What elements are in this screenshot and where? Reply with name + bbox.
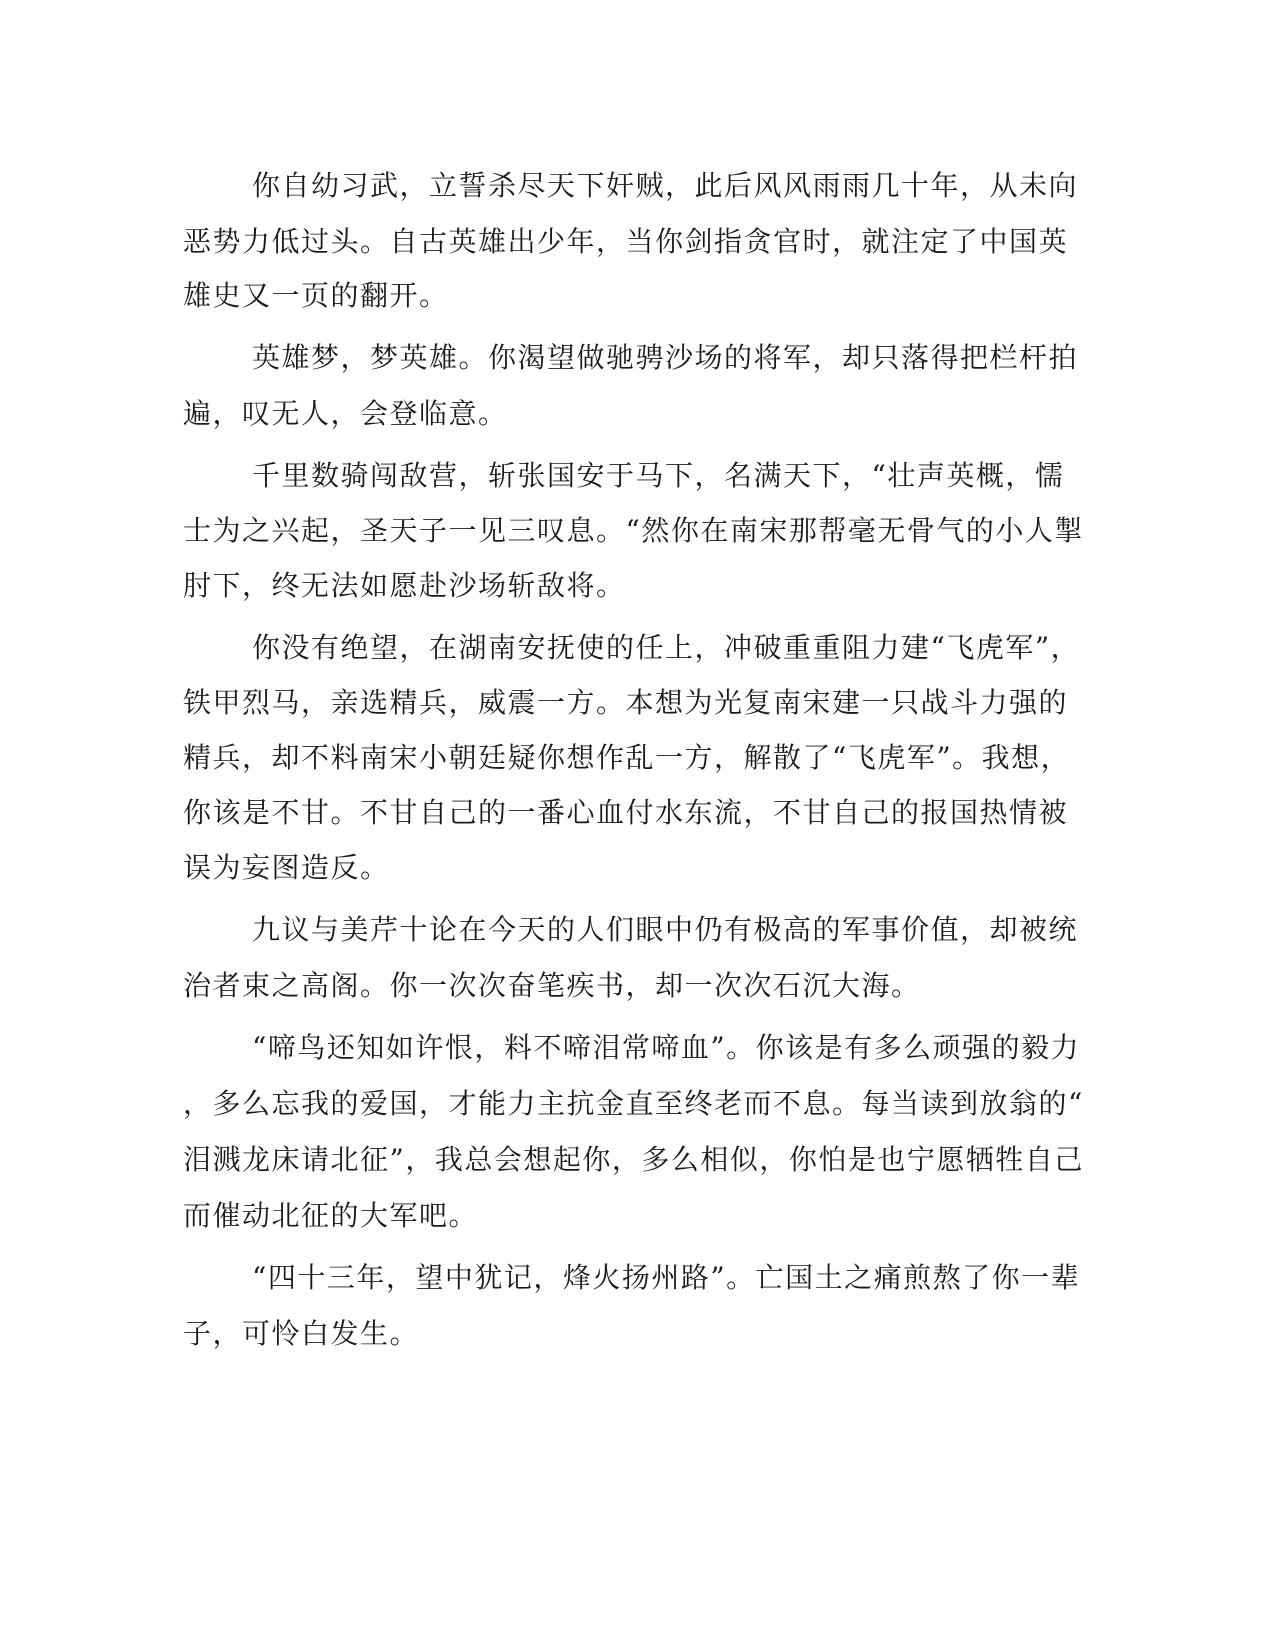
text-line: 你该是不甘。不甘自己的一番心血付水东流，不甘自己的报国热情被 [183, 796, 1069, 829]
text-line: ，多么忘我的爱国，才能力主抗金直至终老而不息。每当读到放翁的“ [183, 1087, 1084, 1120]
text-line: 铁甲烈马，亲选精兵，威震一方。本想为光复南宋建一只战斗力强的 [183, 686, 1069, 719]
text-line: 而催动北征的大军吧。 [183, 1199, 479, 1232]
text-line: 九议与美芹十论在今天的人们眼中仍有极高的军事价值，却被统 [252, 913, 1079, 946]
text-line: “四十三年，望中犹记，烽火扬州路”。亡国土之痛煎熬了你一辈 [252, 1261, 1081, 1294]
text-line: 精兵，却不料南宋小朝廷疑你想作乱一方，解散了“飞虎军”。我想， [183, 741, 1071, 774]
text-line: 泪溅龙床请北征”，我总会想起你，多么相似，你怕是也宁愿牺牲自己 [183, 1143, 1084, 1176]
text-line: 治者束之高阁。你一次次奋笔疾书，却一次次石沉大海。 [183, 969, 921, 1002]
text-line: 误为妄图造反。 [183, 851, 390, 884]
text-line: 英雄梦，梦英雄。你渴望做驰骋沙场的将军，却只落得把栏杆拍 [252, 341, 1079, 374]
text-line: 肘下，终无法如愿赴沙场斩敌将。 [183, 569, 626, 602]
text-line: 遍，叹无人，会登临意。 [183, 397, 508, 430]
text-line: 子，可怜白发生。 [183, 1317, 420, 1350]
text-line: 你自幼习武，立誓杀尽天下奸贼，此后风风雨雨几十年，从未向 [252, 169, 1079, 202]
text-line: 雄史又一页的翻开。 [183, 279, 449, 312]
text-line: 士为之兴起，圣天子一见三叹息。“然你在南宋那帮毫无骨气的小人掣 [183, 514, 1084, 547]
text-line: 千里数骑闯敌营，斩张国安于马下，名满天下，“壮声英概，懦 [252, 459, 1065, 492]
text-line: 你没有绝望，在湖南安抚使的任上，冲破重重阻力建“飞虎军”， [252, 631, 1081, 664]
text-line: 恶势力低过头。自古英雄出少年，当你剑指贪官时，就注定了中国英 [183, 225, 1069, 258]
text-line: “啼鸟还知如许恨，料不啼泪常啼血”。你该是有多么顽强的毅力 [252, 1031, 1081, 1064]
